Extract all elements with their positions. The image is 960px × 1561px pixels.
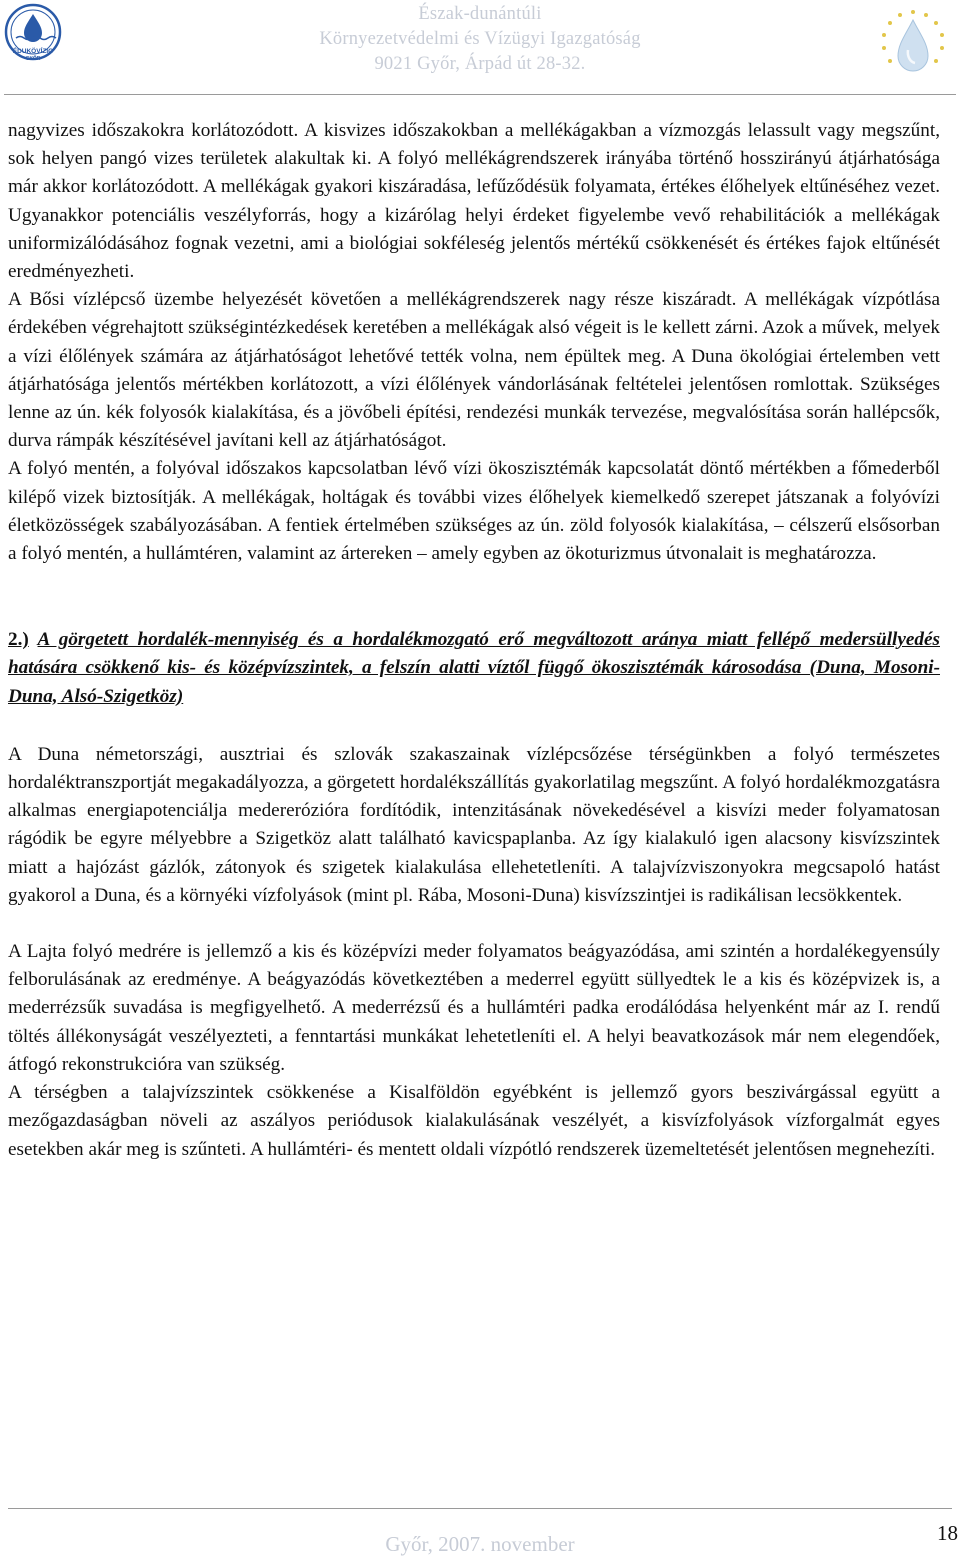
page-body <box>8 117 940 1164</box>
institution-address: 9021 Győr, Árpád út 28-32. <box>374 54 586 74</box>
section-heading <box>8 626 940 711</box>
institution-name: Környezetvédelmi és Vízügyi Igazgatóság <box>319 29 641 49</box>
header-divider <box>4 94 956 95</box>
section-number: 2.) <box>8 629 29 651</box>
paragraph-2: A Bősi vízlépcső üzembe helyezését követően a mellékágrendszerek nagy része kiszáradt. A mellékágak vízpótlása érdekében végrehajtott szükségintézkedések keretében a mellékágak alsó végeit is le kellett zárni. Azok a művek, melyek a vízi élőlények számára az átjárhatóságot lehetővé tették volna, nem épültek meg. A Duna ökológiai értelemben vett átjárhatósága jelentős mértékben korlátozott, a vízi élőlények vándorlásának feltételei jelentősen romlottak. Szükséges lenne az ún. kék folyosók kialakítása, és a jövőbeli építési, rendezési munkák tervezése, megvalósítása során hallépcsők, durva rámpák készítésével javítani kell az átjárhatóságot. <box>8 289 940 452</box>
page-header <box>0 0 960 95</box>
paragraph-5: A Lajta folyó medrére is jellemző a kis és középvízi meder folyamatos beágyazódása, ami szintén a hordalékegyensúly felborulásának az eredménye. A beágyazódás következtében a mederrel együtt süllyedtek le a kis és középvizek is, a mederrézsűk suvadása is megfigyelhető. A mederrézsű és a hullámtéri padka erodálódása helyenként már az I. rendű töltés állékonyságát veszélyezteti, a fenntartási munkákat lehetetleníti el. A helyi beavatkozások már nem elegendőek, átfogó rekonstrukcióra van szükség. <box>8 941 940 1075</box>
page-number: 18 <box>937 1521 958 1545</box>
institution-block <box>0 2 960 77</box>
logo-left-text: ÉDUKÖVÍZIG <box>12 48 54 55</box>
footer-divider <box>8 1508 952 1509</box>
paragraph-6: A térségben a talajvízszintek csökkenése a Kisalföldön egyébként is jellemző gyors beszivárgással együtt a mezőgazdaságban növeli az aszályos periódusok kialakulásának veszélyét, a kisvízfolyások vízforgalmát egyes esetekben akár meg is szűnteti. A hullámtéri- és mentett oldali vízpótló rendszerek üzemeltetését jelentősen megnehezíti. <box>8 1082 940 1160</box>
institution-region: Észak-dunántúli <box>418 4 542 24</box>
section-title: A görgetett hordalék-mennyiség és a hordalékmozgató erő megváltozott aránya miatt fellépő medersüllyedés hatására csökkenő kis- és középvízszintek, a felszín alatti víztől függő ökoszisztémák károsodása (Duna, Mosoni-Duna, Alsó-Szigetköz) <box>8 629 940 707</box>
water-drop-stars-emblem <box>874 6 952 86</box>
paragraph-4: A Duna németországi, ausztriai és szlovák szakaszainak vízlépcsőzése térségünkben a folyó természetes hordaléktranszportját megakadályozza, a görgetett hordalékszállítás gyakorlatilag megszűnt. A folyó hordalékmozgatásra alkalmas energiapotenciálja medererózióra fordítódik, intenzitásának növekedésével a kisvízi meder folyamatosan rágódik be egyre mélyebbre a Szigetköz alatt található kavicspaplanba. Az így kialakuló igen alacsony kisvízszintek miatt a hajózást gázlók, zátonyok és szigetek kialakulása ellehetetleníti. A talajvízviszonyokra megcsapoló hatást gyakorol a Duna, és a környéki vízfolyások (mint pl. Rába, Mosoni-Duna) kisvízszintjei is radikálisan lecsökkentek. <box>8 743 940 906</box>
logo-left-subtext: GYŐR <box>25 56 41 62</box>
paragraph-3: A folyó mentén, a folyóval időszakos kapcsolatban lévő vízi ökoszisztémák kapcsolatát döntő mértékben a főmederből kilépő vizek biztosítják. A mellékágak, holtágak és további vizes élőhelyek kiemelkedő szerepet játszanak a folyóvízi életközösségek szabályozásában. A fentiek értelmében szükséges az ún. zöld folyosók kialakítása, – célszerű elsősorban a folyó mentén, a hullámtéren, valamint az ártereken – amely egyben az ökoturizmus útvonalait is meghatározza. <box>8 458 940 565</box>
footer-place-date: Győr, 2007. november <box>385 1532 575 1556</box>
paragraph-1: nagyvizes időszakokra korlátozódott. A kisvizes időszakokban a mellékágakban a vízmozgás lelassult vagy megszűnt, sok helyen pangó vizes területek alakultak ki. A folyó mellékágrendszerek irányába történő hosszirányú átjárhatósága már akkor korlátozódott. A mellékágak gyakori kiszáradása, lefűződésük folyamata, értékes élőhelyek eltűnéséhez vezet. Ugyanakkor potenciális veszélyforrás, hogy a kizárólag helyi érdeket figyelembe vevő rehabilitációk a mellékágak uniformizálódásához fognak vezetni, ami a biológiai sokféleség jelentős mértékű csökkenését és értékes fajok eltűnését eredményezheti. <box>8 120 940 283</box>
